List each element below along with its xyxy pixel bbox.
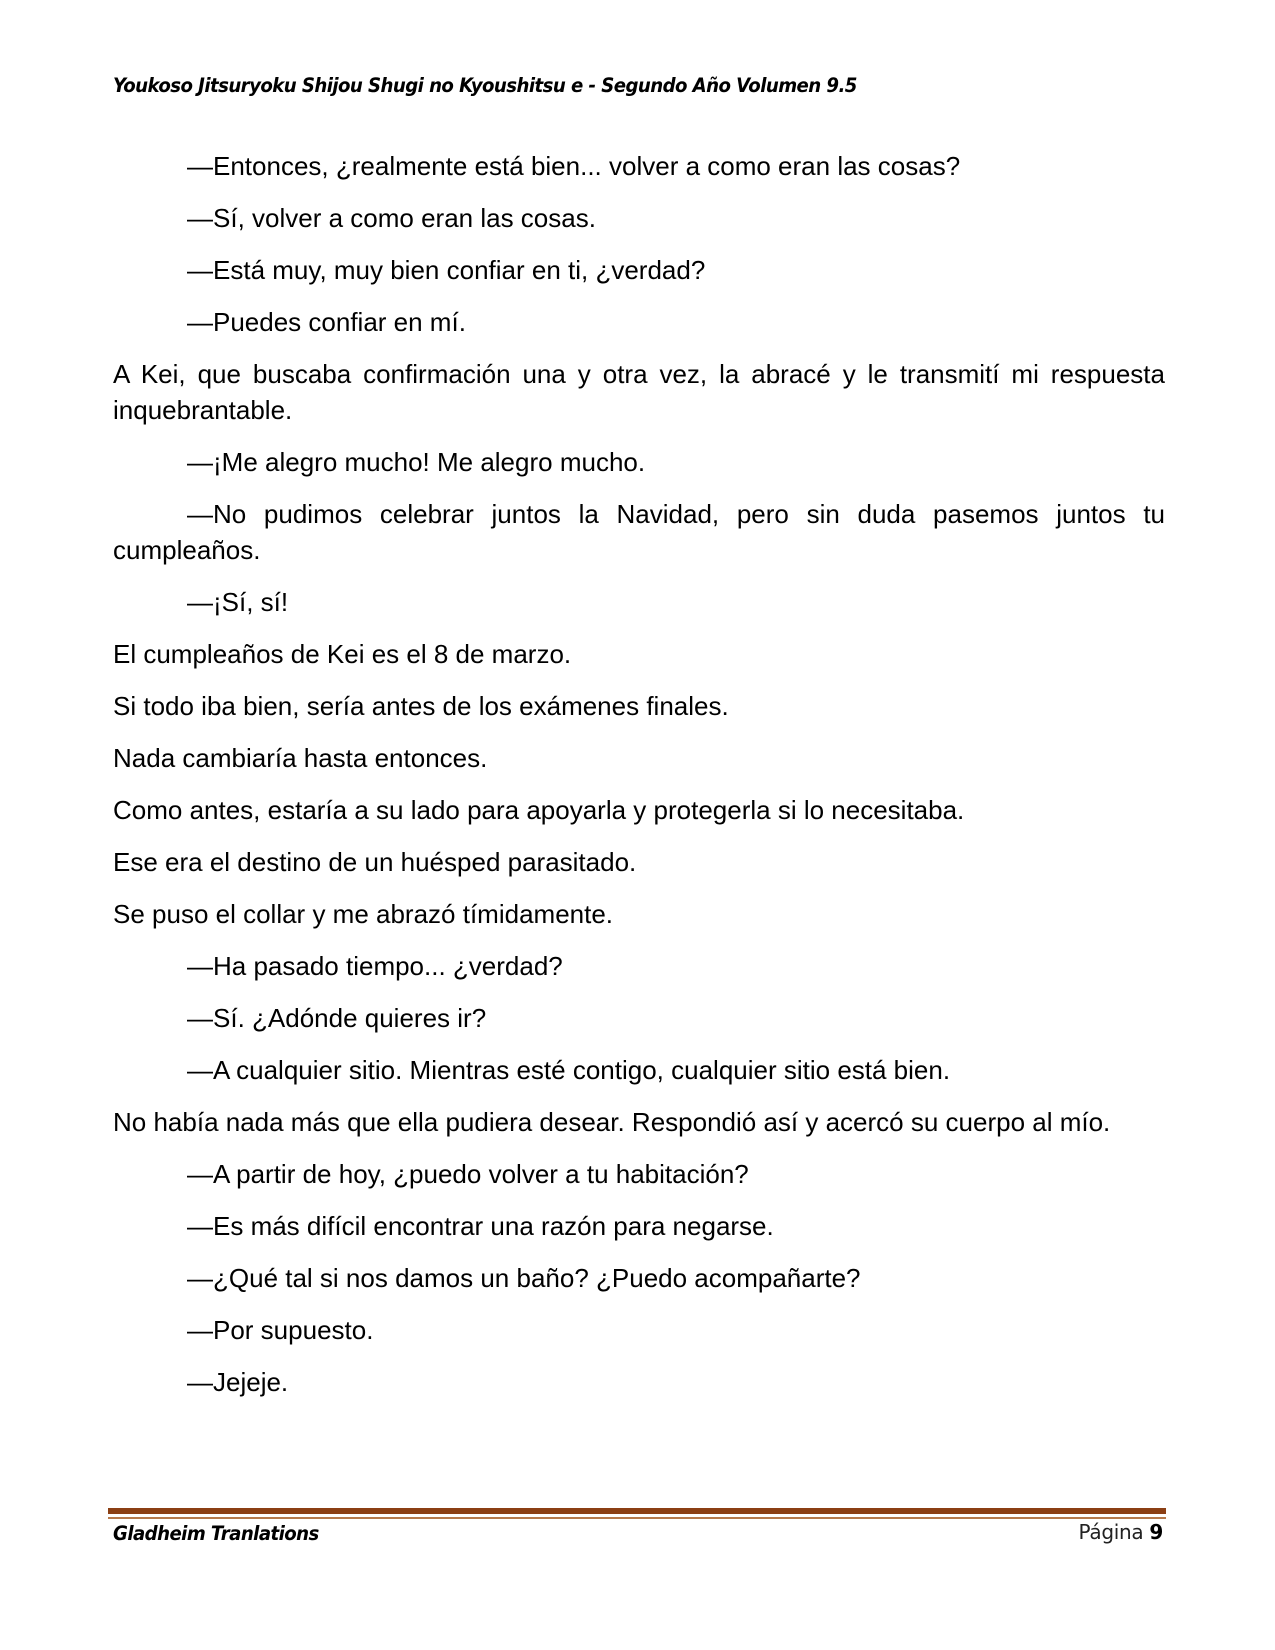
narration-paragraph: Nada cambiaría hasta entonces. [113, 743, 488, 773]
dialogue-line: —Ha pasado tiempo... ¿verdad? [187, 951, 563, 981]
dialogue-line: —A cualquier sitio. Mientras esté contigo, cualquier sitio está bien. [187, 1055, 951, 1085]
body-text [113, 148, 1165, 1416]
dialogue-line: —No pudimos celebrar juntos la Navidad, pero sin duda pasemos juntos tu cumpleaños. [113, 499, 1165, 565]
dialogue-line: —Sí. ¿Adónde quieres ir? [187, 1003, 487, 1033]
dialogue-line: —¡Sí, sí! [187, 587, 289, 617]
dialogue-line: —Puedes confiar en mí. [187, 307, 466, 337]
dialogue-line: —Por supuesto. [187, 1315, 374, 1345]
dialogue-line: —A partir de hoy, ¿puedo volver a tu habitación? [187, 1159, 749, 1189]
footer-credit: Gladheim Tranlations [113, 1522, 319, 1545]
narration-paragraph: Ese era el destino de un huésped parasitado. [113, 847, 637, 877]
dialogue-line: —¡Me alegro mucho! Me alegro mucho. [187, 447, 646, 477]
footer-divider-thin [108, 1517, 1166, 1519]
dialogue-line: —Sí, volver a como eran las cosas. [187, 203, 596, 233]
running-header-title: Youkoso Jitsuryoku Shijou Shugi no Kyoushitsu e - Segundo Año Volumen 9.5 [113, 74, 857, 97]
narration-paragraph: Si todo iba bien, sería antes de los exámenes finales. [113, 691, 729, 721]
page-number [1079, 1520, 1164, 1544]
dialogue-line: —Es más difícil encontrar una razón para negarse. [187, 1211, 774, 1241]
narration-paragraph: No había nada más que ella pudiera desear. Respondió así y acercó su cuerpo al mío. [113, 1107, 1111, 1137]
narration-paragraph: Se puso el collar y me abrazó tímidamente. [113, 899, 614, 929]
dialogue-line: —Entonces, ¿realmente está bien... volver a como eran las cosas? [187, 151, 961, 181]
narration-paragraph: A Kei, que buscaba confirmación una y otra vez, la abracé y le transmití mi respuesta inquebrantable. [113, 359, 1165, 425]
narration-paragraph: El cumpleaños de Kei es el 8 de marzo. [113, 639, 572, 669]
dialogue-line: —¿Qué tal si nos damos un baño? ¿Puedo acompañarte? [187, 1263, 861, 1293]
footer-divider [108, 1508, 1166, 1520]
page-label: Página [1078, 1520, 1144, 1544]
footer-divider-thick [108, 1508, 1166, 1514]
narration-paragraph: Como antes, estaría a su lado para apoyarla y protegerla si lo necesitaba. [113, 795, 965, 825]
dialogue-line: —Está muy, muy bien confiar en ti, ¿verdad? [187, 255, 706, 285]
page-number-value: 9 [1149, 1520, 1163, 1544]
dialogue-line: —Jejeje. [187, 1367, 289, 1397]
